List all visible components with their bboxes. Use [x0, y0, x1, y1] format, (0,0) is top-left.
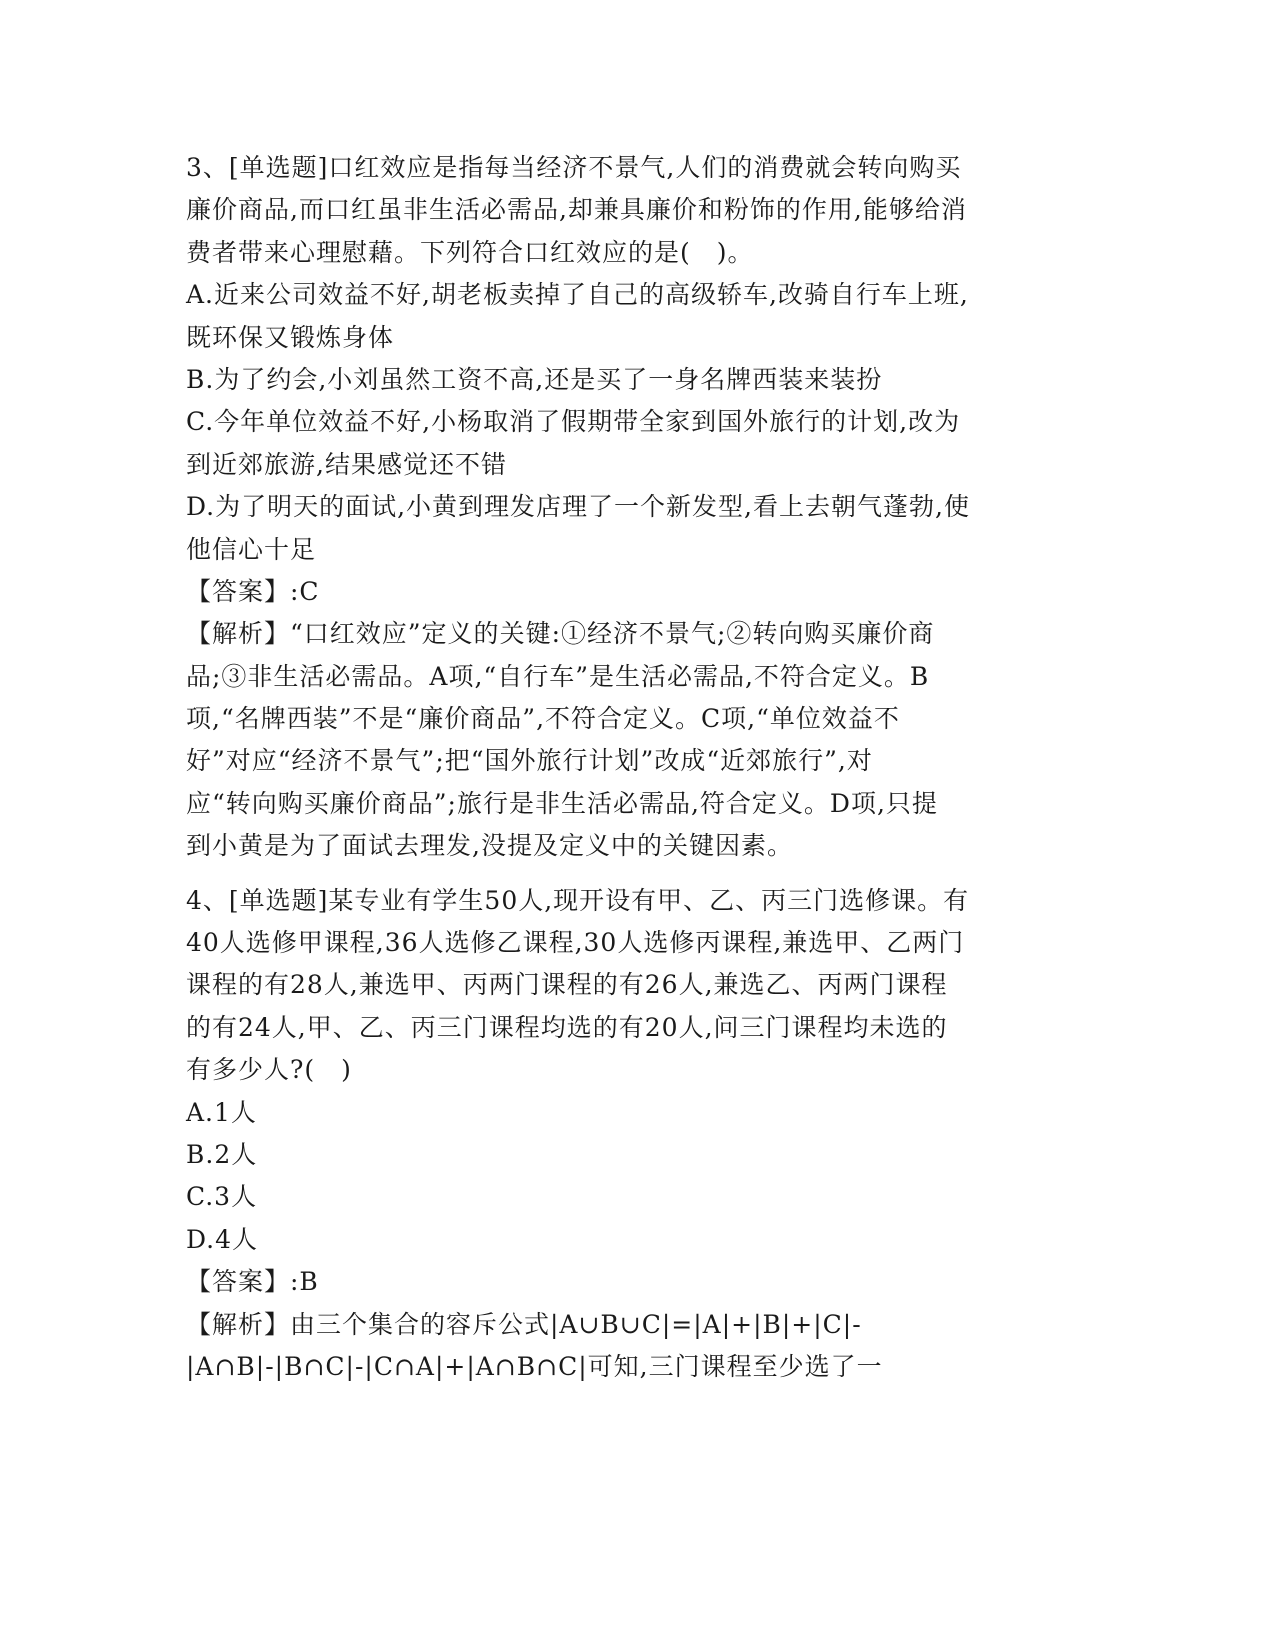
question-4-stem-line-2: 40人选修甲课程,36人选修乙课程,30人选修丙课程,兼选甲、乙两门 [186, 928, 965, 958]
question-3-analysis-line-2: 品;③非生活必需品。A项,“自行车”是生活必需品,不符合定义。B [186, 661, 930, 691]
question-4-option-a: A.1人 [186, 1097, 257, 1127]
question-4-stem-line-5: 有多少人?( ) [186, 1055, 352, 1085]
question-4-option-d: D.4人 [186, 1224, 259, 1254]
question-3-stem-line-3: 费者带来心理慰藉。下列符合口红效应的是( )。 [186, 237, 754, 267]
question-4-stem-line-4: 的有24人,甲、乙、丙三门课程均选的有20人,问三门课程均未选的 [186, 1012, 948, 1042]
question-3-analysis-line-5: 应“转向购买廉价商品”;旅行是非生活必需品,符合定义。D项,只提 [186, 788, 938, 818]
document-body [186, 147, 1086, 1388]
question-4-answer: 【答案】:B [186, 1267, 319, 1297]
question-3-option-d-line-2: 他信心十足 [186, 534, 317, 564]
question-4-option-c: C.3人 [186, 1182, 258, 1212]
question-4 [186, 880, 1086, 1389]
question-3-option-d-line-1: D.为了明天的面试,小黄到理发店理了一个新发型,看上去朝气蓬勃,使 [186, 492, 970, 522]
question-3-option-c-line-2: 到近郊旅游,结果感觉还不错 [186, 449, 507, 479]
question-3-analysis-line-6: 到小黄是为了面试去理发,没提及定义中的关键因素。 [186, 831, 793, 861]
question-3-analysis-line-4: 好”对应“经济不景气”;把“国外旅行计划”改成“近郊旅行”,对 [186, 746, 873, 776]
question-3-analysis-line-3: 项,“名牌西装”不是“廉价商品”,不符合定义。C项,“单位效益不 [186, 704, 900, 734]
question-4-analysis-line-2: |A∩B|-|B∩C|-|C∩A|+|A∩B∩C|可知,三门课程至少选了一 [186, 1351, 883, 1381]
question-4-stem-line-1: 4、[单选题]某专业有学生50人,现开设有甲、乙、丙三门选修课。有 [186, 885, 970, 915]
question-3-stem-line-1: 3、[单选题]口红效应是指每当经济不景气,人们的消费就会转向购买 [186, 153, 962, 182]
question-3 [186, 147, 1086, 868]
question-3-option-b: B.为了约会,小刘虽然工资不高,还是买了一身名牌西装来装扮 [186, 364, 883, 394]
question-3-option-a-line-1: A.近来公司效益不好,胡老板卖掉了自己的高级轿车,改骑自行车上班, [186, 280, 969, 310]
question-3-answer: 【答案】:C [186, 576, 320, 606]
question-4-analysis-line-1: 【解析】由三个集合的容斥公式|A∪B∪C|=|A|+|B|+|C|- [186, 1309, 862, 1339]
question-3-option-c-line-1: C.今年单位效益不好,小杨取消了假期带全家到国外旅行的计划,改为 [186, 407, 961, 437]
question-3-option-a-line-2: 既环保又锻炼身体 [186, 322, 395, 352]
question-3-stem-line-2: 廉价商品,而口红虽非生活必需品,却兼具廉价和粉饰的作用,能够给消 [186, 195, 967, 225]
question-4-stem-line-3: 课程的有28人,兼选甲、丙两门课程的有26人,兼选乙、丙两门课程 [186, 970, 948, 1000]
question-4-option-b: B.2人 [186, 1139, 258, 1169]
question-3-analysis-line-1: 【解析】“口红效应”定义的关键:①经济不景气;②转向购买廉价商 [186, 619, 935, 649]
